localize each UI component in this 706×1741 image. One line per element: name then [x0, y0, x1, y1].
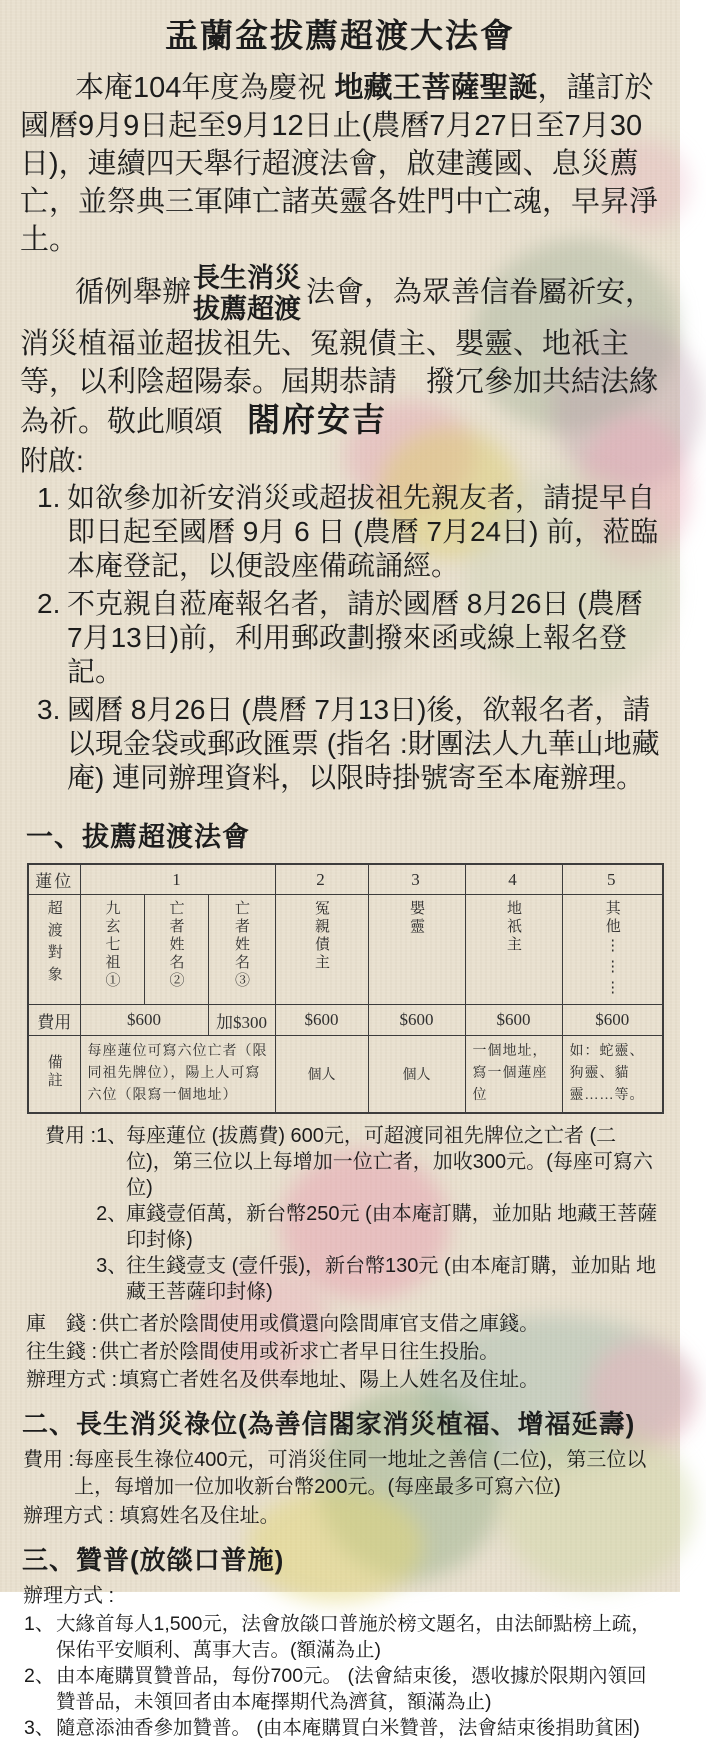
- ceremony-text-mid: 法會，為眾善信眷屬祈安，消災植福並超拔祖先、冤親債主、嬰靈、地祇主等，以利陰超陽泰。屆期恭請 撥冗參加共結法緣為祈。敬此順頌: [20, 276, 659, 438]
- fee-item-number: 1、: [96, 1125, 128, 1147]
- notice-item: [20, 481, 660, 583]
- definition-label: 往生錢 :: [26, 1341, 98, 1363]
- ceremony-text-prefix: 循例舉辦: [75, 276, 192, 309]
- notice-label: 附啟:: [20, 445, 84, 476]
- table-header-row: [28, 864, 663, 895]
- section3-item-text: 隨意添油香參加贊普。 (由本庵購買白米贊普，法會結束後捐助貧困): [56, 1717, 640, 1739]
- section1-definitions: [20, 1310, 660, 1394]
- section3-item-text: 大緣首每人1,500元，法會放燄口普施於榜文題名，由法師點榜上疏，保佑平安順利、萬事大吉。(額滿為止): [56, 1613, 651, 1661]
- section1-heading: 一、拔薦超渡法會: [26, 822, 250, 852]
- table-row-label: 備註: [28, 1036, 80, 1114]
- fee-item-number: 3、: [96, 1255, 128, 1277]
- table-target-cell: 嬰靈: [368, 895, 465, 1005]
- section2-heading: 二、長生消災祿位(為善信閤家消災植福、增福延壽): [22, 1409, 636, 1439]
- fee-item: [96, 1123, 660, 1201]
- table-fee-cell: $600: [275, 1005, 368, 1036]
- notice-item-number: 3.: [37, 694, 61, 725]
- table-fee-cell: $600: [562, 1005, 663, 1036]
- blessing-phrase: 閤府安吉: [247, 401, 388, 438]
- table-target-cell: 亡者姓名②: [144, 895, 208, 1005]
- fee-label: 費用 :: [45, 1125, 97, 1147]
- fee-item-text: 庫錢壹佰萬，新台幣250元 (由本庵訂購，並加貼 地藏王菩薩印封條): [126, 1203, 658, 1251]
- table-note-row: [28, 1036, 663, 1114]
- fee-item-number: 2、: [96, 1203, 128, 1225]
- notice-list: [20, 481, 660, 795]
- section3-item: [20, 1715, 660, 1741]
- table-fee-row: [28, 1005, 663, 1036]
- section3-item: [20, 1663, 660, 1715]
- stacked-title-top: 長生消災: [193, 263, 302, 293]
- definition-text: 填寫亡者姓名及供奉地址、陽上人姓名及住址。: [119, 1369, 540, 1391]
- notice-item-number: 1.: [37, 482, 61, 513]
- table-col-header: 3: [368, 864, 465, 895]
- intro-paragraph: [20, 69, 660, 259]
- fee-item: [96, 1201, 660, 1253]
- notice-item-number: 2.: [37, 588, 61, 619]
- section3-item-number: 3、: [24, 1717, 55, 1739]
- definition-label: 辦理方式 :: [26, 1369, 118, 1391]
- stacked-title-bottom: 拔薦超渡: [193, 294, 302, 324]
- table-note-cell: 如：蛇靈、狗靈、貓靈……等。: [562, 1036, 663, 1114]
- intro-text: 本庵104年度為慶祝: [75, 72, 335, 104]
- table-col-header: 5: [562, 864, 663, 895]
- table-row-label: 超渡對象: [28, 895, 80, 1005]
- definition-line: [26, 1366, 660, 1394]
- fee-item: [96, 1253, 660, 1305]
- definition-text: 供亡者於陰間使用或祈求亡者早日往生投胎。: [99, 1341, 500, 1363]
- definition-line: [26, 1338, 660, 1366]
- table-note-cell: 個人: [368, 1036, 465, 1114]
- table-target-cell: 其他⋮⋮⋮: [562, 895, 663, 1005]
- table-target-cell: 冤親債主: [275, 895, 368, 1005]
- table-fee-cell: $600: [80, 1005, 208, 1036]
- table-fee-cell: $600: [465, 1005, 562, 1036]
- fee-item-text: 往生錢壹支 (壹仟張)，新台幣130元 (由本庵訂購，並加貼 地藏王菩薩印封條): [126, 1255, 657, 1303]
- table-col-header: 1: [80, 864, 275, 895]
- table-corner-cell: 蓮位: [28, 864, 80, 895]
- section2-fee: [20, 1447, 660, 1501]
- notice-item-text: 國曆 8月26日 (農曆 7月13日)後，欲報名者，請以現金袋或郵政匯票 (指名 :財團法人九華山地藏庵) 連同辦理資料，以限時掛號寄至本庵辦理。: [67, 694, 660, 793]
- lotus-seat-table: [27, 863, 664, 1114]
- notice-item: [20, 587, 660, 689]
- section2-fee-text: 每座長生祿位400元，可消災住同一地址之善信 (二位)，第三位以上，每增加一位加收新台幣200元。(每座最多可寫六位): [74, 1449, 647, 1498]
- notice-item: [20, 693, 660, 795]
- page-title: 盂蘭盆拔薦超渡大法會: [165, 17, 515, 54]
- notice-item-text: 如欲參加祈安消災或超拔祖先親友者，請提早自即日起至國曆 9月 6 日 (農曆 7月24日) 前，蒞臨本庵登記，以便設座備疏誦經。: [67, 482, 659, 581]
- definition-line: [26, 1310, 660, 1338]
- definition-label: 庫 錢 :: [26, 1313, 98, 1335]
- section1-fee-block: [20, 1123, 660, 1305]
- table-target-cell: 地祇主: [465, 895, 562, 1005]
- table-col-header: 4: [465, 864, 562, 895]
- fee-item-text: 每座蓮位 (拔薦費) 600元，可超渡同祖先牌位之亡者 (二位)，第三位以上每增加一位亡者，加收300元。(每座可寫六位): [126, 1125, 653, 1199]
- table-note-cell: 每座蓮位可寫六位亡者（限同祖先牌位），陽上人可寫六位（限寫一個地址）: [80, 1036, 275, 1114]
- table-target-row: [28, 895, 663, 1005]
- ceremony-stacked-title: [193, 263, 301, 325]
- table-fee-cell: 加$300: [208, 1005, 275, 1036]
- section3-item-text: 由本庵購買贊普品，每份700元。 (法會結束後，憑收據於限期內領回贊普品，未領回者由本庵擇期代為濟貧，額滿為止): [56, 1665, 647, 1713]
- section3-heading: 三、贊普(放燄口普施): [22, 1545, 285, 1575]
- section2-fee-label: 費用 :: [23, 1449, 75, 1471]
- table-row-label: 費用: [28, 1005, 80, 1036]
- definition-text: 供亡者於陰間使用或償還向陰間庫官支借之庫錢。: [99, 1313, 540, 1335]
- table-note-cell: 一個地址，寫一個蓮座位: [465, 1036, 562, 1114]
- table-fee-cell: $600: [368, 1005, 465, 1036]
- section2-method: 辦理方式 : 填寫姓名及住址。: [23, 1505, 280, 1527]
- section3-items: [20, 1611, 660, 1741]
- deity-birthday-highlight: 地藏王菩薩聖誕: [334, 72, 538, 104]
- notice-item-text: 不克親自蒞庵報名者，請於國曆 8月26日 (農曆 7月13日)前，利用郵政劃撥來函或線上報名登記。: [67, 588, 643, 687]
- fee-items: [96, 1123, 660, 1305]
- section3-item: [20, 1611, 660, 1663]
- section3-item-number: 1、: [24, 1613, 55, 1635]
- table-target-cell: 亡者姓名③: [208, 895, 275, 1005]
- intro-text-rest: ，謹訂於國曆9月9日起至9月12日止(農曆7月27日至7月30日)，連續四天舉行超渡法會，啟建護國、息災薦亡，並祭典三軍陣亡諸英靈各姓門中亡魂，早昇淨土。: [20, 72, 659, 256]
- section3-method-label: 辦理方式 :: [23, 1585, 115, 1607]
- table-note-cell: 個人: [275, 1036, 368, 1114]
- table-col-header: 2: [275, 864, 368, 895]
- section3-item-number: 2、: [24, 1665, 55, 1687]
- table-target-cell: 九玄七祖①: [80, 895, 144, 1005]
- ceremony-paragraph: [20, 263, 660, 441]
